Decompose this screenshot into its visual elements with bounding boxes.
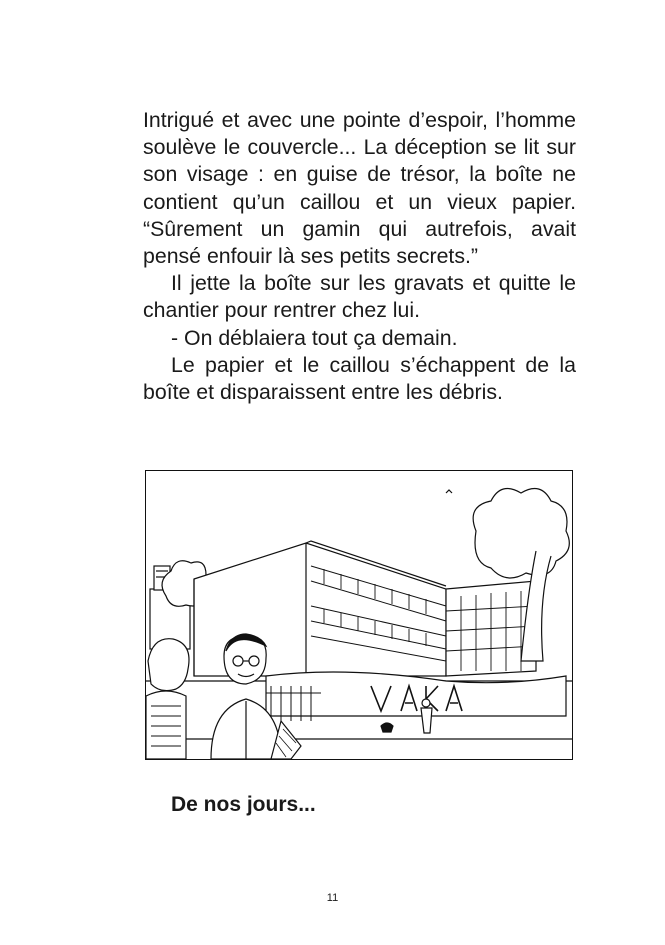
paragraph-throws-box: Il jette la boîte sur les gravats et quitte le chantier pour rentrer chez lui. xyxy=(143,271,576,323)
section-heading: De nos jours... xyxy=(171,793,316,816)
graffiti-wall-text: VAKA xyxy=(393,717,396,718)
paragraph-paper-escapes: Le papier et le caillou s’échappent de la boîte et disparaissent entre les débris. xyxy=(143,352,576,405)
story-text xyxy=(143,107,576,406)
school-street-scene xyxy=(146,471,572,759)
comic-panel-illustration xyxy=(145,470,573,760)
page-number: 11 xyxy=(326,892,339,904)
paragraph-dialogue: - On déblaiera tout ça demain. xyxy=(171,325,458,350)
paragraph-box-opened: Intrigué et avec une pointe d’espoir, l’homme soulève le couvercle... La déception se lit sur son visage : en guise de trésor, la boîte ne contient qu’un caillou et un vieux papier. “Sûrement un gamin qui autrefois, avait pensé enfouir là ses petits secrets.” xyxy=(143,108,576,269)
